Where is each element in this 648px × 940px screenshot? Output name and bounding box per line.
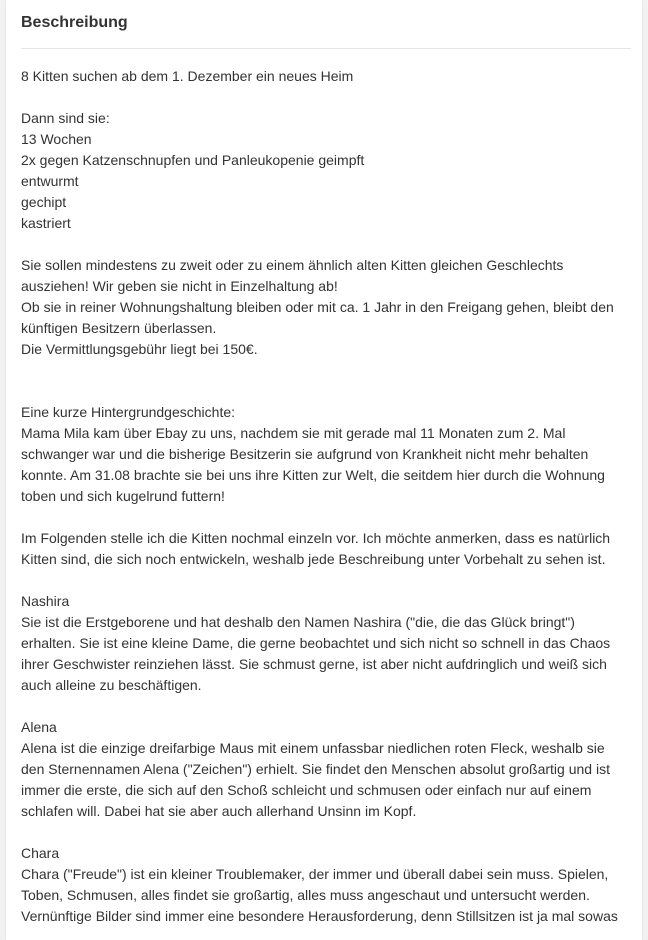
description-line: 2x gegen Katzenschnupfen und Panleukopenie geimpft [21, 152, 365, 168]
description-line: 13 Wochen [21, 131, 92, 147]
description-line: Sie ist die Erstgeborene und hat deshalb den Namen Nashira ("die, die das Glück bringt") [21, 614, 575, 630]
description-line: Alena ist die einzige dreifarbige Maus mit einem unfassbar niedlichen roten Fleck, weshalb sie [21, 740, 605, 756]
description-line: Vernünftige Bilder sind immer eine besondere Herausforderung, denn Stillsitzen ist ja mal sowas [21, 908, 618, 924]
blank-line [21, 360, 633, 381]
description-line: Sie sollen mindestens zu zweit oder zu einem ähnlich alten Kitten gleichen Geschlechts [21, 257, 564, 273]
description-line: schlafen will. Dabei hat sie aber auch allerhand Unsinn im Kopf. [21, 803, 417, 819]
divider [21, 48, 631, 49]
blank-line [21, 507, 633, 528]
blank-line [21, 87, 633, 108]
section-title: Beschreibung [21, 14, 128, 31]
description-line: Eine kurze Hintergrundgeschichte: [21, 404, 236, 420]
blank-line [21, 381, 633, 402]
description-line: erhalten. Sie ist eine kleine Dame, die gerne beobachtet und sich nicht so schnell in das Chaos [21, 635, 611, 651]
description-line: entwurmt [21, 173, 79, 189]
description-line: kastriert [21, 215, 71, 231]
blank-line [21, 570, 633, 591]
description-line: ausziehen! Wir geben sie nicht in Einzelhaltung ab! [21, 278, 338, 294]
description-text [21, 66, 633, 927]
description-line: den Sternennamen Alena ("Zeichen") erhielt. Sie findet den Menschen absolut großartig und ist [21, 761, 610, 777]
description-line: Kitten sind, die sich noch entwickeln, weshalb jede Beschreibung unter Vorbehalt zu sehen ist. [21, 551, 606, 567]
description-line: Nashira [21, 593, 70, 609]
description-line: 8 Kitten suchen ab dem 1. Dezember ein neues Heim [21, 68, 354, 84]
description-line: Die Vermittlungsgebühr liegt bei 150€. [21, 341, 258, 357]
blank-line [21, 234, 633, 255]
description-line: Chara ("Freude") ist ein kleiner Troublemaker, der immer und überall dabei sein muss. Spielen, [21, 866, 609, 882]
description-line: toben und sich kugelrund futtern! [21, 488, 225, 504]
description-line: Alena [21, 719, 57, 735]
description-line: gechipt [21, 194, 67, 210]
description-line: Toben, Schmusen, alles findet sie großartig, alles muss angeschaut und untersucht werden. [21, 887, 590, 903]
description-line: ihrer Geschwister reinziehen lässt. Sie schmust gerne, ist aber nicht aufdringlich und weiß sich [21, 656, 607, 672]
description-card [6, 0, 642, 940]
blank-line [21, 696, 633, 717]
description-line: Im Folgenden stelle ich die Kitten nochmal einzeln vor. Ich möchte anmerken, dass es natürlich [21, 530, 611, 546]
description-line: Chara [21, 845, 60, 861]
description-line: schwanger war und die bisherige Besitzerin sie aufgrund von Krankheit nicht mehr behalten [21, 446, 589, 462]
blank-line [21, 822, 633, 843]
description-line: Dann sind sie: [21, 110, 110, 126]
description-line: auch alleine zu beschäftigen. [21, 677, 202, 693]
description-line: künftigen Besitzern überlassen. [21, 320, 217, 336]
description-line: immer die erste, die sich auf den Schoß schleicht und schmusen oder einfach nur auf einem [21, 782, 592, 798]
description-line: konnte. Am 31.08 brachte sie bei uns ihre Kitten zur Welt, die seitdem hier durch die Wohnung [21, 467, 605, 483]
description-line: Mama Mila kam über Ebay zu uns, nachdem sie mit gerade mal 11 Monaten zum 2. Mal [21, 425, 566, 441]
description-line: Ob sie in reiner Wohnungshaltung bleiben oder mit ca. 1 Jahr in den Freigang gehen, bleibt den [21, 299, 614, 315]
